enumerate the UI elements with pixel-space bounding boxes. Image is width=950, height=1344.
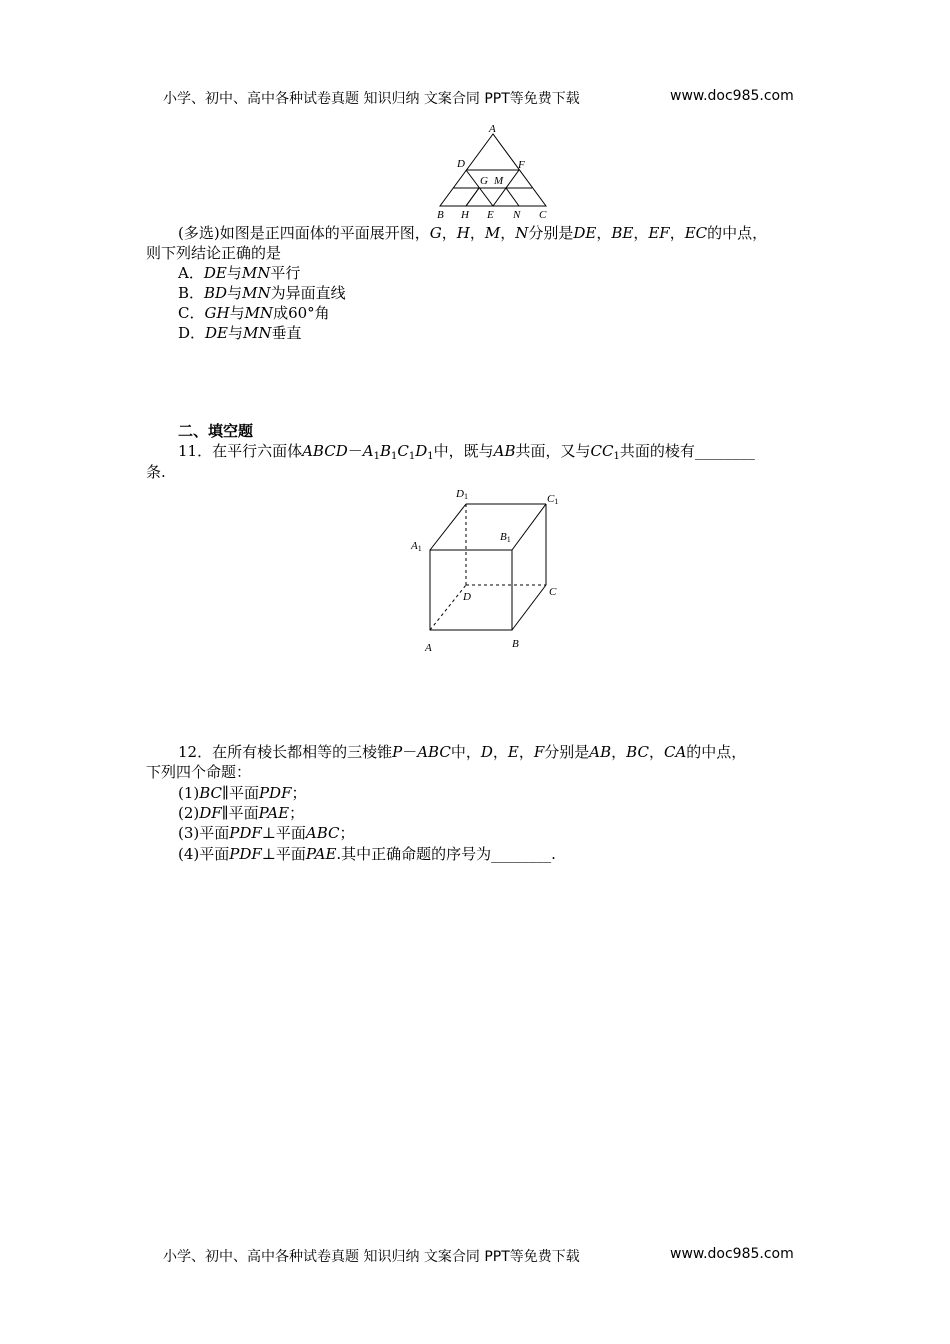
question-12-stem-line2: 下列四个命题：	[146, 763, 252, 781]
label-E: E	[487, 209, 494, 221]
label-F: F	[518, 159, 525, 171]
header-ad-text: 小学、初中、高中各种试卷真题 知识归纳 文案合同 PPT等免费下载	[163, 91, 580, 107]
label-D1: D1	[456, 488, 468, 501]
label-B: B	[512, 638, 519, 650]
proposition-4: (4)平面PDF⊥平面PAE.其中正确命题的序号为________.	[178, 845, 556, 863]
label-C: C	[549, 586, 557, 598]
question-11-stem: 11．在平行六面体$ABCD-A_1B_1C_1D_1$中，既与AB共面，又与$CC_1$共面的棱有________	[178, 442, 755, 462]
label-D: D	[457, 158, 465, 170]
question-11-stem-line2: 条.	[146, 463, 166, 481]
footer-ad-text: 小学、初中、高中各种试卷真题 知识归纳 文案合同 PPT等免费下载	[163, 1249, 580, 1265]
option-c: C．GH与MN成60°角	[178, 304, 330, 322]
label-N: N	[513, 209, 521, 221]
question-10-stem: (多选)如图是正四面体的平面展开图，G，H，M，N分别是DE，BE，EF，EC的中点，	[178, 224, 768, 242]
label-B1: B1	[500, 531, 511, 544]
label-B: B	[437, 209, 444, 221]
option-a: A．DE与MN平行	[178, 264, 301, 282]
option-d: D．DE与MN垂直	[178, 324, 302, 342]
label-A: A	[489, 123, 496, 135]
label-D: D	[463, 591, 471, 603]
section-title-fill-in: 二、填空题	[178, 422, 254, 440]
proposition-2: (2)DF∥平面PAE；	[178, 804, 305, 822]
question-10-stem-line2: 则下列结论正确的是	[146, 244, 282, 262]
option-b: B．BD与MN为异面直线	[178, 284, 346, 302]
page-footer	[163, 1246, 580, 1266]
label-C: C	[539, 209, 547, 221]
proposition-1: (1)BC∥平面PDF；	[178, 784, 307, 802]
label-M: M	[494, 175, 504, 187]
parallelepiped-figure	[400, 480, 580, 655]
label-C1: C1	[547, 493, 559, 506]
footer-url[interactable]: www.doc985.com	[670, 1246, 794, 1262]
tetrahedron-net-figure	[430, 120, 560, 222]
header-url[interactable]: www.doc985.com	[670, 88, 794, 104]
label-A1: A1	[411, 540, 422, 553]
proposition-3: (3)平面PDF⊥平面ABC；	[178, 824, 355, 842]
label-A: A	[425, 642, 432, 654]
page-header	[163, 88, 580, 108]
label-H: H	[461, 209, 469, 221]
label-G: G	[480, 175, 488, 187]
question-12-stem: 12．在所有棱长都相等的三棱锥P－ABC中，D，E，F分别是AB，BC，CA的中点，	[178, 743, 747, 761]
